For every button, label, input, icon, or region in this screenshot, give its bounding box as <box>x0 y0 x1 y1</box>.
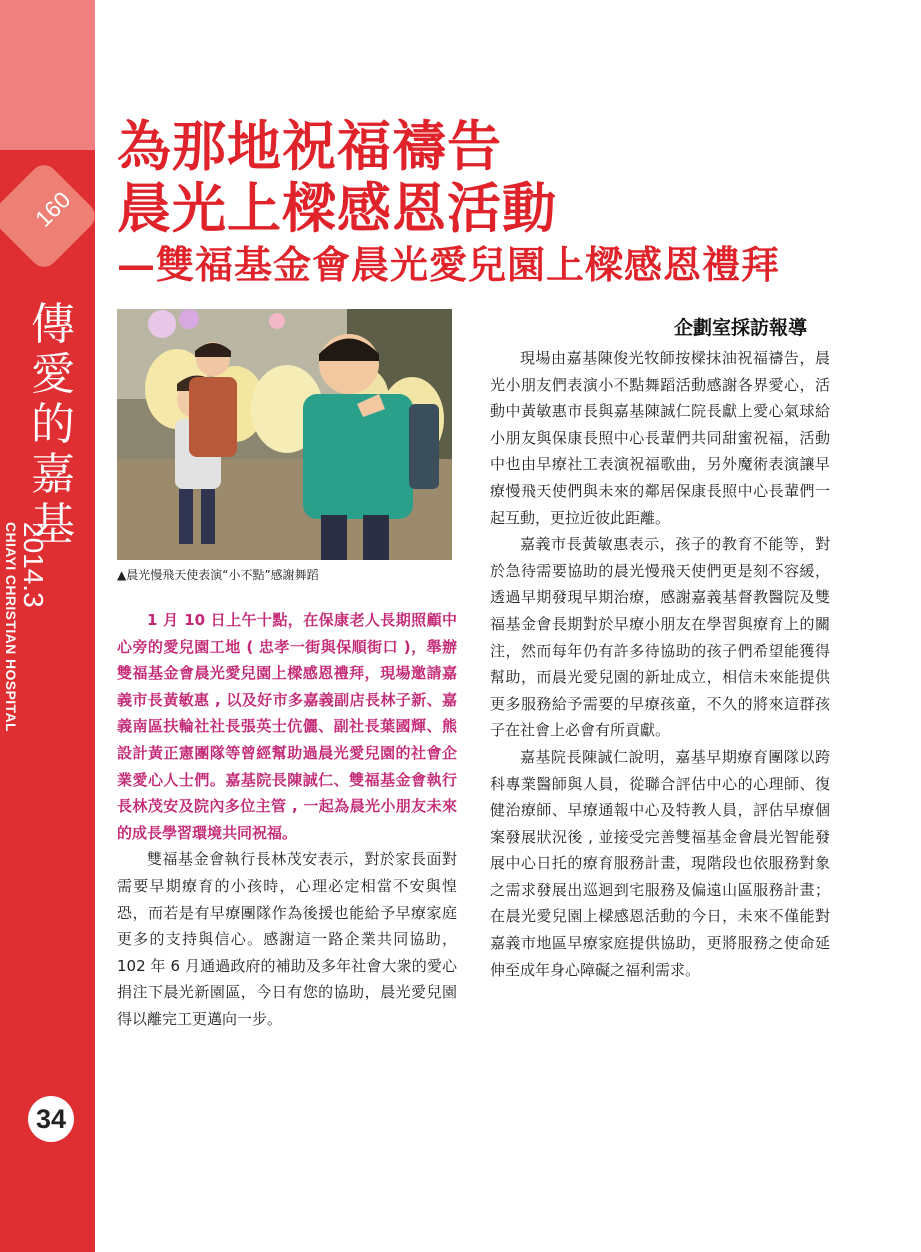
magazine-title-char: 嘉 <box>31 450 75 499</box>
magazine-title-char: 基 <box>31 500 75 549</box>
article-column-right <box>490 345 830 983</box>
children-dancing-photo <box>117 309 452 560</box>
article-intro: 1 月 10 日上午十點，在保康老人長期照顧中心旁的愛兒園工地 ( 忠孝一街與保順街口 )，舉辦雙福基金會晨光愛兒園上樑感恩禮拜，現場邀請嘉義市長黃敏惠 , 以及好市多嘉義副店長林子新、嘉義南區扶輪社社長張英士伉儷、副社長葉國輝、熊設計黃正憲團隊等曾經幫助過晨光愛兒園的社會企業愛心人士們。嘉基院長陳誠仁、雙福基金會執行長林茂安及院內多位主管 , 一起為晨光小朋友未來的成長學習環境共同祝福。 <box>117 611 457 842</box>
issue-number: 160 <box>29 186 76 232</box>
magazine-title <box>28 300 78 550</box>
magazine-title-char: 愛 <box>31 350 75 399</box>
sidebar-top-band <box>0 0 95 150</box>
issue-info <box>3 522 49 782</box>
magazine-title-char: 的 <box>31 400 75 449</box>
photo-caption: ▲晨光慢飛天使表演“小不點”感謝舞蹈 <box>117 568 319 582</box>
page-number: 34 <box>28 1096 74 1142</box>
hospital-name: CHIAYI CHRISTIAN HOSPITAL <box>3 522 19 732</box>
article-column-left <box>117 607 457 1033</box>
article-paragraph: 嘉義市長黃敏惠表示，孩子的教育不能等，對於急待需要協助的晨光慢飛天使們更是刻不容緩，透過早期發現早期治療，感謝嘉義基督教醫院及雙福基金會長期對於早療小朋友在學習與療育上的關注，然而每年仍有許多待協助的孩子們希望能獲得幫助，而晨光愛兒園的新址成立，相信未來能提供更多服務給予需要的早療孩童，不久的將來這群孩子在社會上必會有所貢獻。 <box>490 535 830 740</box>
article-paragraph: 嘉基院長陳誠仁說明，嘉基早期療育團隊以跨科專業醫師與人員，從聯合評估中心的心理師、復健治療師、早療通報中心及特教人員，評估早療個案發展狀況後 , 並接受完善雙福基金會晨光智能發展中心日托的療育服務計畫，現階段也依服務對象之需求發展出巡迴到宅服務及偏遠山區服務計畫；在晨光愛兒園上樑感恩活動的今日，未來不僅能對嘉義市地區早療家庭提供協助，更將服務之使命延伸至成年身心障礙之福利需求。 <box>490 747 830 979</box>
headline-line1: 為那地祝福禱告 <box>117 114 502 178</box>
magazine-title-char: 傳 <box>31 300 75 349</box>
sidebar <box>0 0 95 1252</box>
event-photo <box>117 309 452 560</box>
headline-line2: 晨光上樑感恩活動 <box>117 176 557 240</box>
subtitle: —雙福基金會晨光愛兒園上樑感恩禮拜 <box>117 242 781 287</box>
article-paragraph: 雙福基金會執行長林茂安表示，對於家長面對需要早期療育的小孩時，心理必定相當不安與惶恐，而若是有早療團隊作為後援也能給予早療家庭更多的支持與信心。感謝這一路企業共同協助，102 年 6 月通過政府的補助及多年社會大衆的愛心捐注下晨光新園區，今日有您的協助，晨光愛兒園得以離完工更邁向一步。 <box>117 850 457 1028</box>
byline: 企劃室採訪報導 <box>674 317 808 339</box>
article-paragraph: 現場由嘉基陳俊光牧師按樑抹油祝福禱告，晨光小朋友們表演小不點舞蹈活動感謝各界愛心，活動中黃敏惠市長與嘉基陳誠仁院長獻上愛心氣球給小朋友與保康長照中心長輩們共同甜蜜祝福，活動中也由早療社工表演祝福歌曲，另外魔術表演讓早療慢飛天使們與未來的鄰居保康長照中心長輩們一起互動，更拉近彼此距離。 <box>490 349 830 527</box>
issue-date: 2014.3 <box>18 522 49 608</box>
